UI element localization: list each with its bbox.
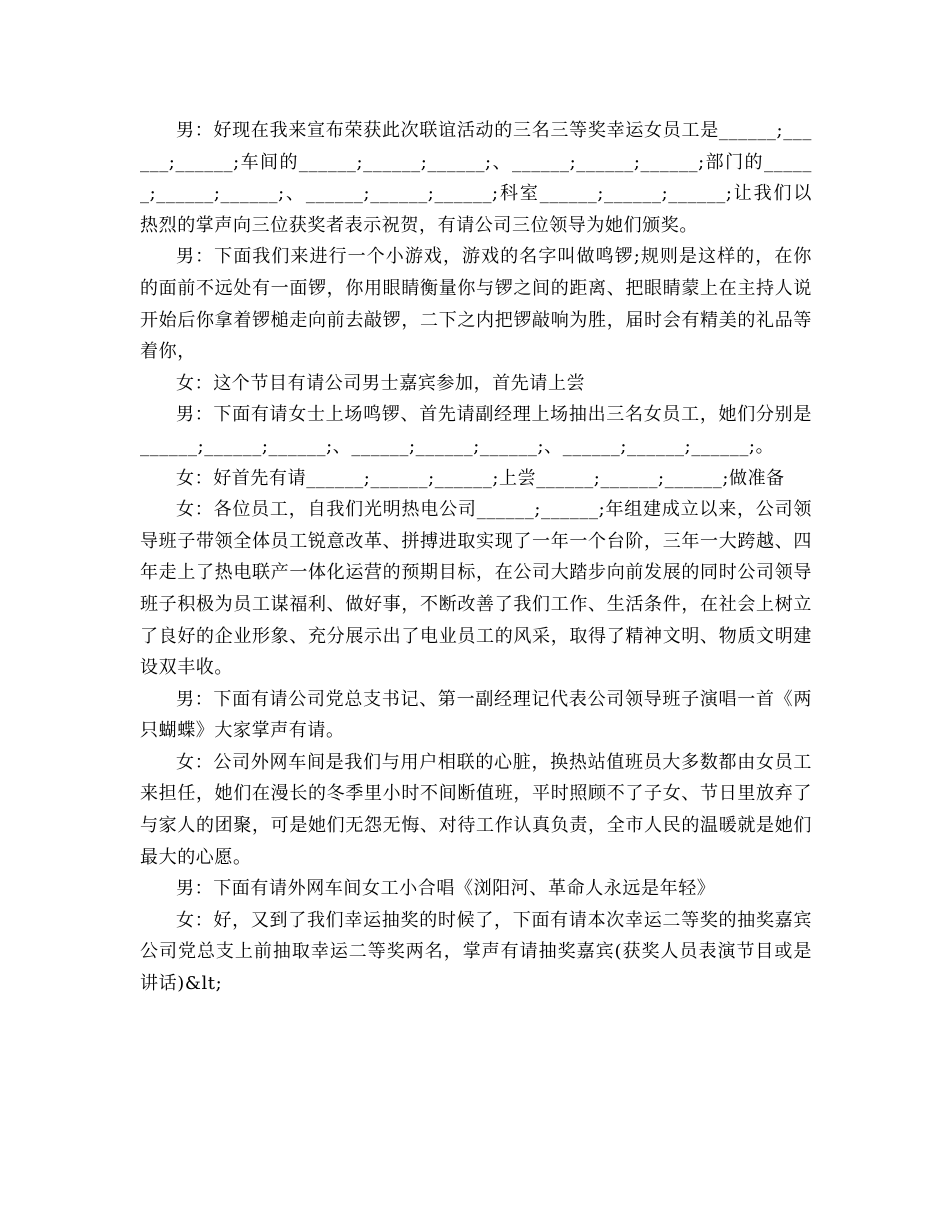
paragraph: 男：下面有请公司党总支书记、第一副经理记代表公司领导班子演唱一首《两只蝴蝶》大家掌声有请。 xyxy=(140,688,812,742)
paragraph: 男：下面我们来进行一个小游戏，游戏的名字叫做鸣锣;规则是这样的，在你的面前不远处有一面锣，你用眼睛衡量你与锣之间的距离、把眼睛蒙上在主持人说开始后你拿着锣槌走向前去敲锣，二下之内把锣敲响为胜，届时会有精美的礼品等着你， xyxy=(140,246,812,363)
paragraph: 女：公司外网车间是我们与用户相联的心脏，换热站值班员大多数都由女员工来担任，她们在漫长的冬季里小时不间断值班，平时照顾不了子女、节日里放弃了与家人的团聚，可是她们无怨无悔、对待工作认真负责，全市人民的温暖就是她们最大的心愿。 xyxy=(140,751,812,868)
paragraph: 男：好现在我来宣布荣获此次联谊活动的三名三等奖幸运女员工是______;______;______;车间的______;______;______;、______;______;______;部门的______;______;______;、______;______;______;科室______;______;______;让我们以热烈的掌声向三位获奖者表示祝贺，有请公司三位领导为她们颁奖。 xyxy=(140,120,812,236)
paragraph: 男：下面有请外网车间女工小合唱《浏阳河、革命人永远是年轻》 xyxy=(176,878,716,900)
paragraph: 女：好首先有请______;______;______;上尝______;______;______;做准备 xyxy=(176,467,785,489)
document-body xyxy=(140,115,812,1000)
paragraph: 男：下面有请女士上场鸣锣、首先请副经理上场抽出三名女员工，她们分别是______;______;______;、______;______;______;、______;______;______;。 xyxy=(140,404,812,457)
paragraph: 女：好，又到了我们幸运抽奖的时候了，下面有请本次幸运二等奖的抽奖嘉宾公司党总支上前抽取幸运二等奖两名，掌声有请抽奖嘉宾(获奖人员表演节目或是讲话)&lt; xyxy=(140,909,812,995)
paragraph: 女：各位员工，自我们光明热电公司______;______;年组建成立以来，公司领导班子带领全体员工锐意改革、拼搏进取实现了一年一个台阶，三年一大跨越、四年走上了热电联产一体化运营的预期目标，在公司大踏步向前发展的同时公司领导班子积极为员工谋福利、做好事，不断改善了我们工作、生活条件，在社会上树立了良好的企业形象、充分展示出了电业员工的风采，取得了精神文明、物质文明建设双丰收。 xyxy=(140,499,812,679)
paragraph: 女：这个节目有请公司男士嘉宾参加，首先请上尝 xyxy=(176,372,586,394)
